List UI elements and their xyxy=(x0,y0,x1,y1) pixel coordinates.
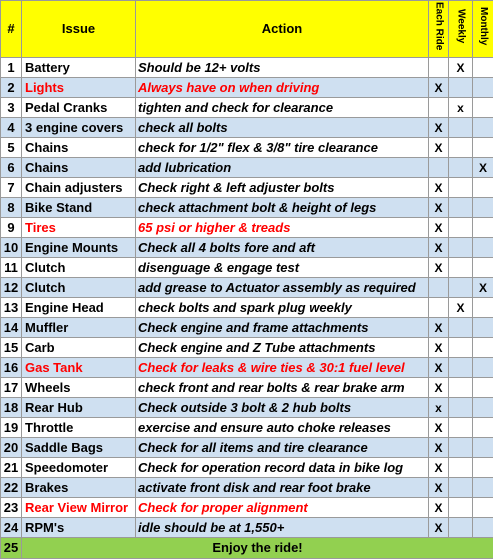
table-row xyxy=(1,318,493,338)
row-weekly-mark xyxy=(449,138,473,158)
row-weekly-mark xyxy=(449,398,473,418)
row-monthly-mark xyxy=(473,398,493,418)
row-each-ride-mark xyxy=(429,98,449,118)
row-issue: Chain adjusters xyxy=(22,178,136,198)
row-number: 19 xyxy=(1,418,22,438)
table-row xyxy=(1,298,493,318)
row-action: tighten and check for clearance xyxy=(136,98,429,118)
row-each-ride-mark: X xyxy=(429,118,449,138)
header-row xyxy=(1,1,493,58)
row-weekly-mark xyxy=(449,78,473,98)
row-issue: Tires xyxy=(22,218,136,238)
table-row xyxy=(1,118,493,138)
row-monthly-mark xyxy=(473,298,493,318)
row-monthly-mark xyxy=(473,458,493,478)
row-monthly-mark xyxy=(473,518,493,538)
row-weekly-mark xyxy=(449,458,473,478)
table-row xyxy=(1,138,493,158)
table-row xyxy=(1,498,493,518)
row-weekly-mark: X xyxy=(449,58,473,78)
header-action: Action xyxy=(136,1,429,58)
row-issue: Battery xyxy=(22,58,136,78)
row-action: Check outside 3 bolt & 2 hub bolts xyxy=(136,398,429,418)
row-action: Check engine and Z Tube attachments xyxy=(136,338,429,358)
row-monthly-mark xyxy=(473,418,493,438)
row-monthly-mark xyxy=(473,178,493,198)
row-monthly-mark xyxy=(473,478,493,498)
row-each-ride-mark: X xyxy=(429,238,449,258)
row-weekly-mark xyxy=(449,478,473,498)
row-monthly-mark xyxy=(473,258,493,278)
row-number: 3 xyxy=(1,98,22,118)
row-each-ride-mark: X xyxy=(429,418,449,438)
row-each-ride-mark xyxy=(429,278,449,298)
row-number: 13 xyxy=(1,298,22,318)
table-row xyxy=(1,458,493,478)
row-issue: Gas Tank xyxy=(22,358,136,378)
row-number: 8 xyxy=(1,198,22,218)
row-monthly-mark xyxy=(473,98,493,118)
row-issue: Engine Head xyxy=(22,298,136,318)
row-number: 24 xyxy=(1,518,22,538)
row-number: 9 xyxy=(1,218,22,238)
row-issue: Clutch xyxy=(22,278,136,298)
row-issue: Engine Mounts xyxy=(22,238,136,258)
row-action: disenguage & engage test xyxy=(136,258,429,278)
header-weekly xyxy=(449,1,473,58)
header-each-ride xyxy=(429,1,449,58)
row-issue: Speedomoter xyxy=(22,458,136,478)
row-weekly-mark xyxy=(449,318,473,338)
row-each-ride-mark xyxy=(429,298,449,318)
row-each-ride-mark xyxy=(429,158,449,178)
table-row xyxy=(1,98,493,118)
row-issue: Pedal Cranks xyxy=(22,98,136,118)
row-each-ride-mark: X xyxy=(429,198,449,218)
row-weekly-mark xyxy=(449,358,473,378)
row-action: add grease to Actuator assembly as required xyxy=(136,278,429,298)
row-each-ride-mark: X xyxy=(429,498,449,518)
row-monthly-mark: X xyxy=(473,278,493,298)
row-action: Should be 12+ volts xyxy=(136,58,429,78)
row-action: check all bolts xyxy=(136,118,429,138)
footer-row xyxy=(1,538,493,559)
row-number: 23 xyxy=(1,498,22,518)
row-number: 10 xyxy=(1,238,22,258)
row-each-ride-mark: X xyxy=(429,438,449,458)
header-issue: Issue xyxy=(22,1,136,58)
row-monthly-mark xyxy=(473,338,493,358)
footer-message: Enjoy the ride! xyxy=(22,538,493,559)
row-action: check attachment bolt & height of legs xyxy=(136,198,429,218)
row-issue: Wheels xyxy=(22,378,136,398)
row-action: Check for all items and tire clearance xyxy=(136,438,429,458)
row-each-ride-mark: X xyxy=(429,258,449,278)
row-weekly-mark xyxy=(449,118,473,138)
row-weekly-mark xyxy=(449,238,473,258)
row-issue: Chains xyxy=(22,158,136,178)
row-issue: Bike Stand xyxy=(22,198,136,218)
header-each-ride-label: Each Ride xyxy=(433,2,445,50)
table-row xyxy=(1,218,493,238)
row-each-ride-mark: X xyxy=(429,218,449,238)
row-action: Check for operation record data in bike log xyxy=(136,458,429,478)
row-each-ride-mark: X xyxy=(429,78,449,98)
row-issue: Rear View Mirror xyxy=(22,498,136,518)
row-action: idle should be at 1,550+ xyxy=(136,518,429,538)
row-weekly-mark xyxy=(449,418,473,438)
row-issue: Lights xyxy=(22,78,136,98)
table-row xyxy=(1,378,493,398)
table-row xyxy=(1,258,493,278)
row-issue: Clutch xyxy=(22,258,136,278)
row-each-ride-mark: X xyxy=(429,518,449,538)
row-number: 4 xyxy=(1,118,22,138)
row-monthly-mark xyxy=(473,238,493,258)
row-monthly-mark xyxy=(473,318,493,338)
row-number: 12 xyxy=(1,278,22,298)
row-weekly-mark xyxy=(449,198,473,218)
row-action: check for 1/2" flex & 3/8" tire clearance xyxy=(136,138,429,158)
row-each-ride-mark xyxy=(429,58,449,78)
row-action: Check all 4 bolts fore and aft xyxy=(136,238,429,258)
table-row xyxy=(1,58,493,78)
row-weekly-mark xyxy=(449,378,473,398)
row-action: Check engine and frame attachments xyxy=(136,318,429,338)
row-each-ride-mark: X xyxy=(429,338,449,358)
row-number: 15 xyxy=(1,338,22,358)
table-row xyxy=(1,278,493,298)
row-each-ride-mark: X xyxy=(429,458,449,478)
row-issue: 3 engine covers xyxy=(22,118,136,138)
row-number: 21 xyxy=(1,458,22,478)
table-row xyxy=(1,518,493,538)
row-weekly-mark: x xyxy=(449,98,473,118)
row-each-ride-mark: X xyxy=(429,478,449,498)
row-issue: Saddle Bags xyxy=(22,438,136,458)
row-number: 17 xyxy=(1,378,22,398)
row-action: Check for proper alignment xyxy=(136,498,429,518)
row-number: 11 xyxy=(1,258,22,278)
row-monthly-mark xyxy=(473,198,493,218)
row-issue: Muffler xyxy=(22,318,136,338)
row-number: 6 xyxy=(1,158,22,178)
row-action: Check right & left adjuster bolts xyxy=(136,178,429,198)
row-number: 5 xyxy=(1,138,22,158)
row-action: Check for leaks & wire ties & 30:1 fuel level xyxy=(136,358,429,378)
row-each-ride-mark: X xyxy=(429,378,449,398)
row-action: exercise and ensure auto choke releases xyxy=(136,418,429,438)
row-monthly-mark xyxy=(473,358,493,378)
row-monthly-mark xyxy=(473,58,493,78)
row-number: 14 xyxy=(1,318,22,338)
table-row xyxy=(1,198,493,218)
row-weekly-mark xyxy=(449,498,473,518)
row-issue: Brakes xyxy=(22,478,136,498)
row-number: 2 xyxy=(1,78,22,98)
header-monthly xyxy=(473,1,493,58)
row-number: 7 xyxy=(1,178,22,198)
row-each-ride-mark: X xyxy=(429,178,449,198)
row-issue: RPM's xyxy=(22,518,136,538)
row-monthly-mark xyxy=(473,498,493,518)
row-monthly-mark xyxy=(473,378,493,398)
row-number: 20 xyxy=(1,438,22,458)
row-weekly-mark xyxy=(449,518,473,538)
row-action: add lubrication xyxy=(136,158,429,178)
header-monthly-label: Monthly xyxy=(477,7,489,45)
row-each-ride-mark: X xyxy=(429,138,449,158)
row-number: 18 xyxy=(1,398,22,418)
row-action: 65 psi or higher & treads xyxy=(136,218,429,238)
row-issue: Chains xyxy=(22,138,136,158)
header-weekly-label: Weekly xyxy=(455,9,467,43)
row-each-ride-mark: X xyxy=(429,358,449,378)
row-number: 16 xyxy=(1,358,22,378)
row-action: activate front disk and rear foot brake xyxy=(136,478,429,498)
row-number: 1 xyxy=(1,58,22,78)
row-issue: Throttle xyxy=(22,418,136,438)
row-weekly-mark: X xyxy=(449,298,473,318)
row-weekly-mark xyxy=(449,218,473,238)
row-weekly-mark xyxy=(449,178,473,198)
row-action: Always have on when driving xyxy=(136,78,429,98)
row-monthly-mark: X xyxy=(473,158,493,178)
row-number: 22 xyxy=(1,478,22,498)
table-row xyxy=(1,418,493,438)
table-row xyxy=(1,438,493,458)
row-monthly-mark xyxy=(473,138,493,158)
row-weekly-mark xyxy=(449,158,473,178)
row-each-ride-mark: x xyxy=(429,398,449,418)
table-row xyxy=(1,78,493,98)
table-row xyxy=(1,358,493,378)
row-monthly-mark xyxy=(473,118,493,138)
row-issue: Rear Hub xyxy=(22,398,136,418)
row-monthly-mark xyxy=(473,438,493,458)
table-row xyxy=(1,478,493,498)
row-weekly-mark xyxy=(449,258,473,278)
table-row xyxy=(1,178,493,198)
row-each-ride-mark: X xyxy=(429,318,449,338)
table-row xyxy=(1,158,493,178)
row-weekly-mark xyxy=(449,278,473,298)
row-weekly-mark xyxy=(449,338,473,358)
table-row xyxy=(1,338,493,358)
footer-number: 25 xyxy=(1,538,22,559)
row-monthly-mark xyxy=(473,78,493,98)
row-action: check bolts and spark plug weekly xyxy=(136,298,429,318)
row-issue: Carb xyxy=(22,338,136,358)
row-monthly-mark xyxy=(473,218,493,238)
row-action: check front and rear bolts & rear brake arm xyxy=(136,378,429,398)
header-num: # xyxy=(1,1,22,58)
table-row xyxy=(1,398,493,418)
table-row xyxy=(1,238,493,258)
row-weekly-mark xyxy=(449,438,473,458)
